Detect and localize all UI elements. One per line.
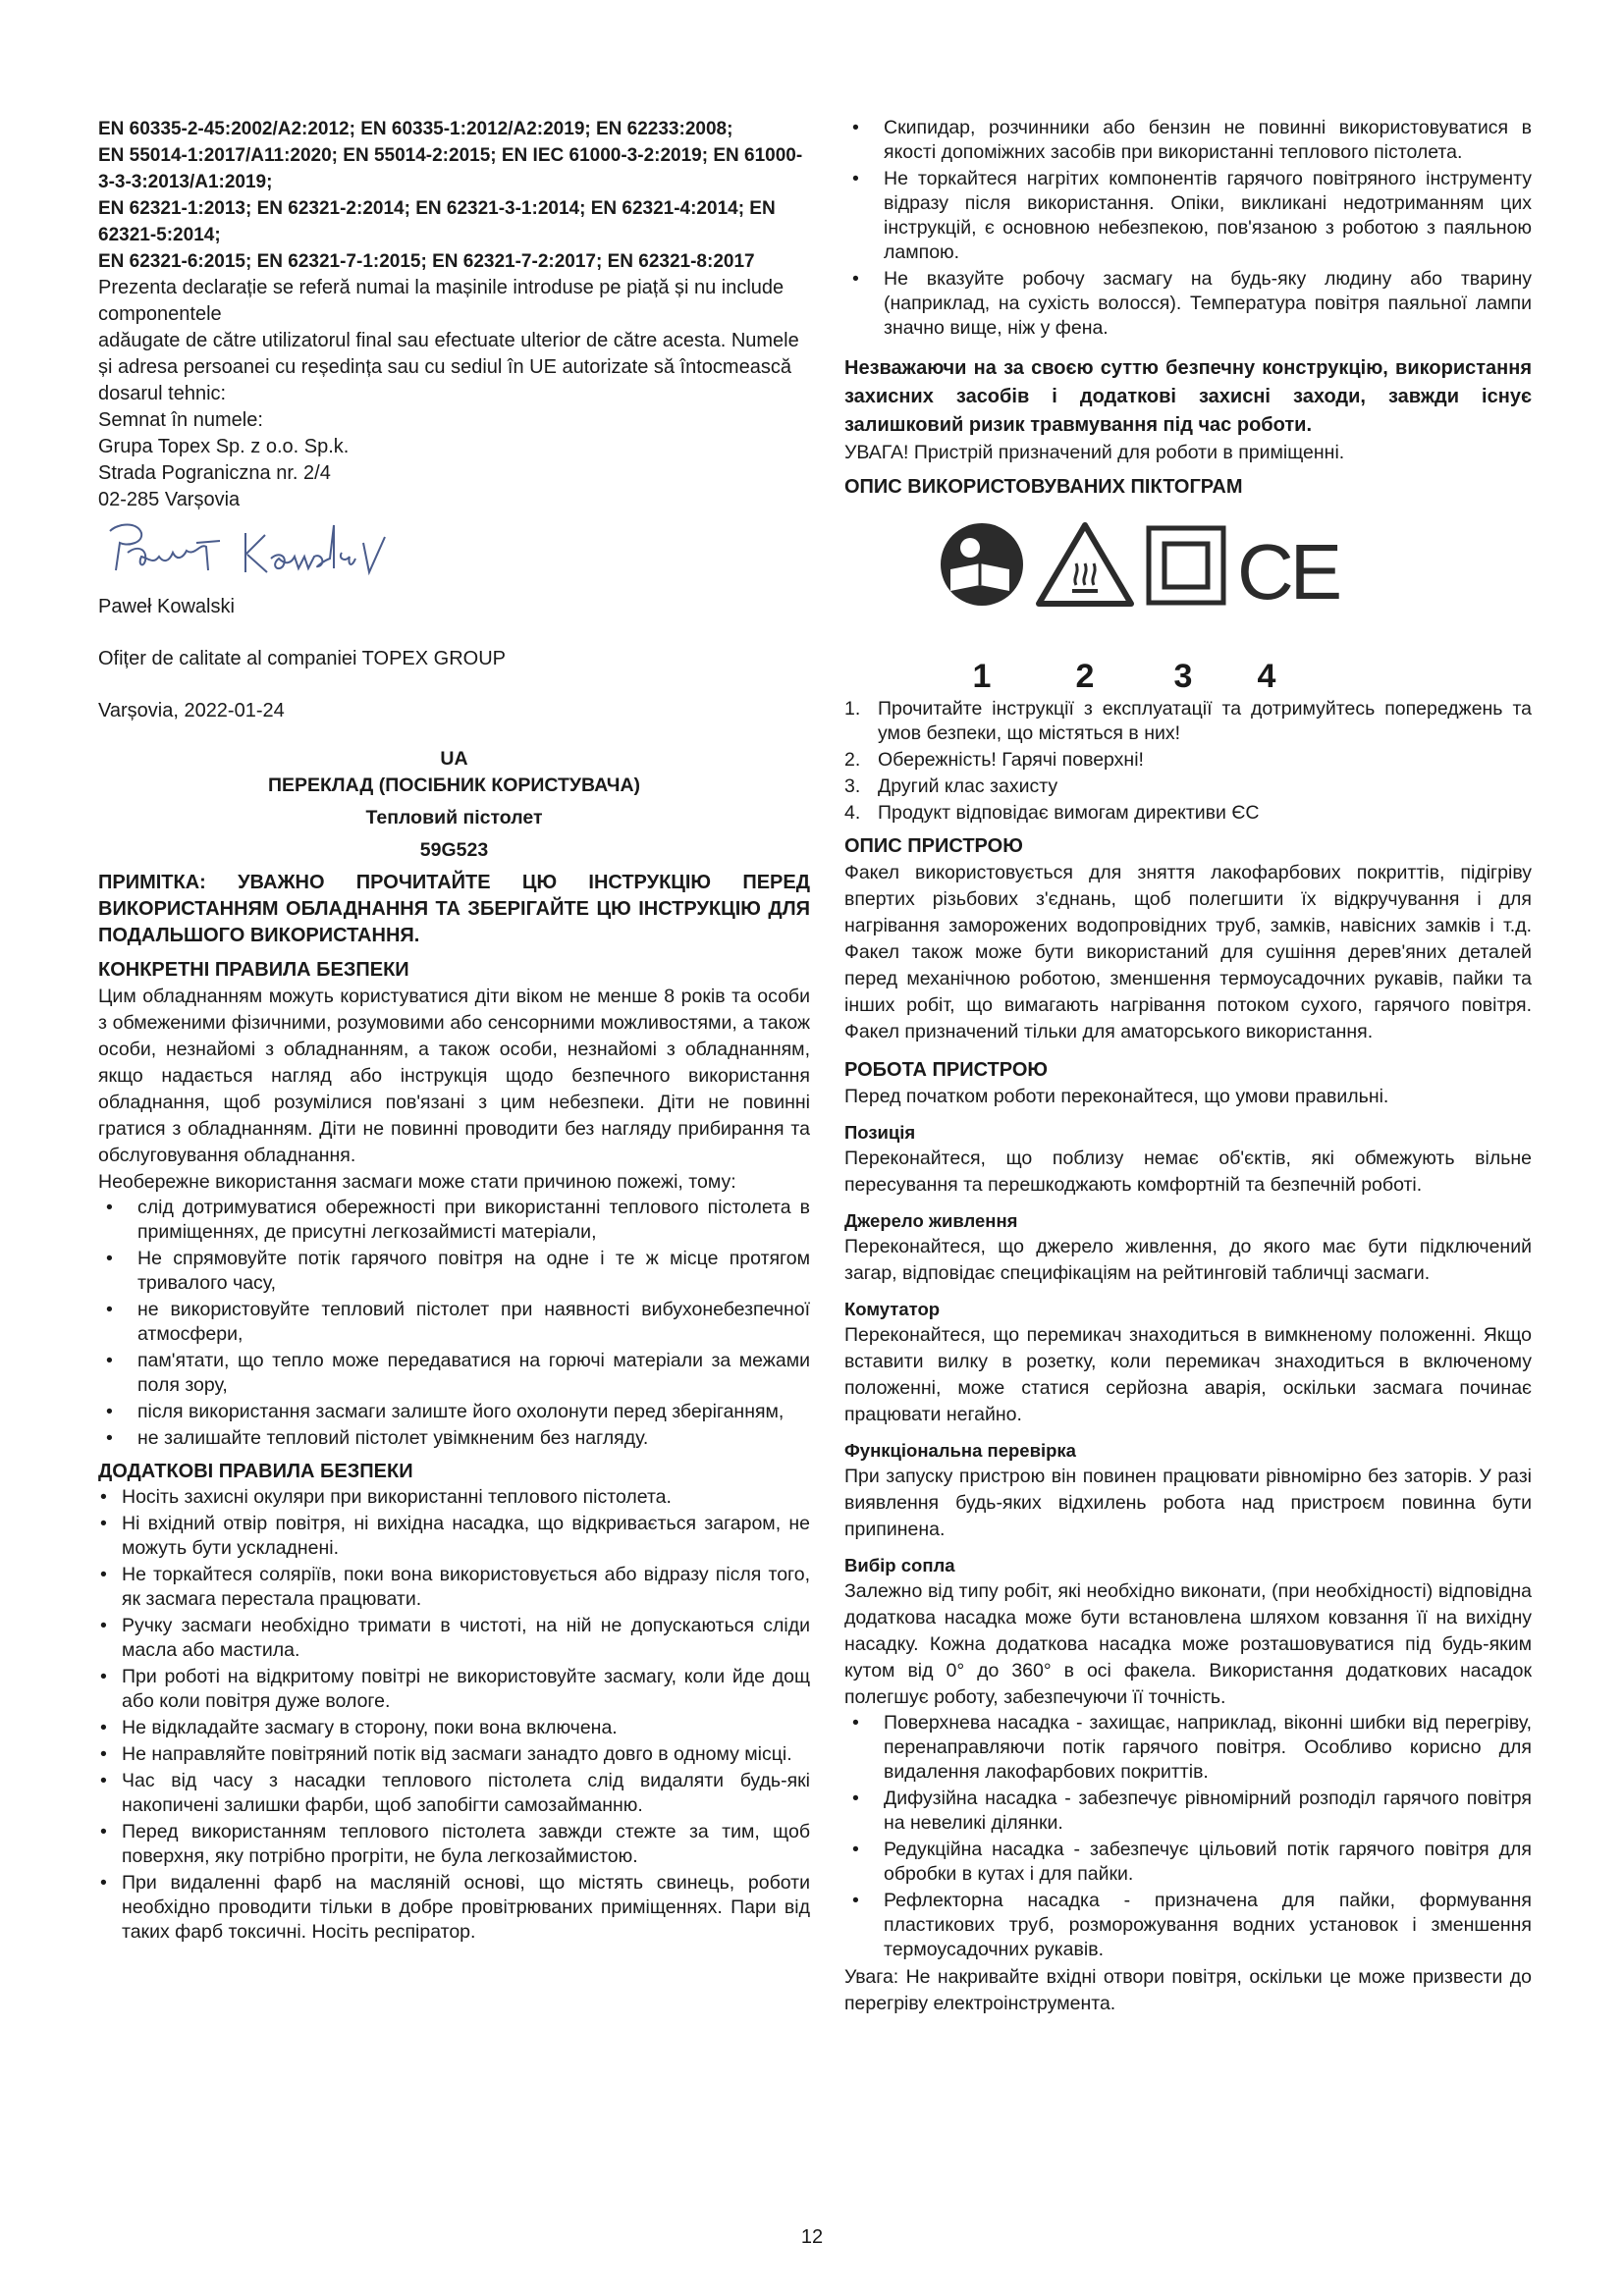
list-item: • Редукційна насадка - забезпечує цільовий потік гарячого повітря для обробки в кутах і для пайки. [852, 1839, 1532, 1885]
safety-paragraph: Цим обладнанням можуть користуватися діти віком не менше 8 років та особи з обмеженими фізичними, розумовими або сенсорними можливостями, а також особи, незнайомі з обладнанням, а також особи, незнайомі з обладнанням, якщо надається нагляд або інструкція щодо безпечного використання обладнання, щоб розумілися пов'язані з цим небезпеки. Діти не повинні гратися з обладнанням. Діти не повинні проводити без нагляду прибирання та обслуговування обладнання. [98, 986, 810, 1166]
bullet-icon: • [106, 1401, 113, 1422]
bullet-icon: • [106, 1350, 113, 1371]
device-heading: ОПИС ПРИСТРОЮ [844, 835, 1023, 857]
bullet-icon: • [852, 168, 859, 189]
list-item: 1. Прочитайте інструкції з експлуатації та дотримуйтесь попереджень та умов безпеки, що містяться в них! [844, 698, 1532, 744]
pictogram-number: 3 [1173, 658, 1193, 695]
standards-line: EN 62321-1:2013; EN 62321-2:2014; EN 62321-3-1:2014; EN 62321-4:2014; EN 62321-5:2014; [98, 198, 776, 245]
bullet-icon: • [100, 1666, 107, 1687]
safety-paragraph: Необережне використання засмаги може стати причиною пожежі, тому: [98, 1171, 736, 1193]
standards-line: EN 62321-6:2015; EN 62321-7-1:2015; EN 62321-7-2:2017; EN 62321-8:2017 [98, 251, 755, 272]
standards-line: EN 60335-2-45:2002/A2:2012; EN 60335-1:2012/A2:2019; EN 62233:2008; [98, 119, 733, 139]
read-manual-icon [941, 523, 1023, 606]
bullet-icon: • [106, 1427, 113, 1449]
bullet-icon: • [852, 117, 859, 138]
extra-safety-list-continued [844, 116, 1532, 341]
company-city: 02-285 Varșovia [98, 489, 241, 510]
operation-text: Перед початком роботи переконайтеся, що умови правильні. [844, 1086, 1389, 1107]
company-name: Grupa Topex Sp. z o.o. Sp.k. [98, 436, 350, 457]
document-title: ПЕРЕКЛАД (ПОСІБНИК КОРИСТУВАЧА) [267, 774, 641, 796]
signed-on-behalf: Semnat în numele: [98, 409, 263, 431]
caution-text: Увага: Не накривайте вхідні отвори повітря, оскільки це може призвести до перегріву електроінструмента. [844, 1966, 1532, 2014]
bullet-icon: • [852, 1839, 859, 1860]
pictogram-number: 1 [972, 658, 992, 695]
declaration-date: Varșovia, 2022-01-24 [98, 700, 285, 721]
function-check-text: При запуску пристрою він повинен працювати рівномірно без заторів. У разі виявлення будь-яких відхилень робота над пристроєм повинна бути припинена. [844, 1466, 1532, 1540]
signer-name: Paweł Kowalski [98, 596, 235, 617]
list-item: • Ручку засмаги необхідно тримати в чистоті, на ній не допускаються сліди масла або мастила. [100, 1615, 810, 1661]
fire-safety-list [98, 1196, 810, 1451]
pictogram-legend [844, 697, 1532, 826]
list-item: • Ні вхідний отвір повітря, ні вихідна насадка, що відкривається загаром, не можуть бути ускладнені. [100, 1513, 810, 1559]
list-item: • не залишайте тепловий пістолет увімкненим без нагляду. [106, 1427, 649, 1449]
list-item: • Перед використанням теплового пістолета завжди стежте за тим, щоб поверхня, яку потрібно прогріти, не була легкозаймистою. [100, 1821, 810, 1867]
pictograms-figure [844, 501, 1532, 697]
standards-line: EN 55014-1:2017/A11:2020; EN 55014-2:2015; EN IEC 61000-3-2:2019; EN 61000-3-3-3:2013/A1:2019; [98, 145, 803, 192]
extra-safety-list [98, 1485, 810, 1945]
list-item: • не використовуйте тепловий пістолет при наявності вибухонебезпечної атмосфери, [106, 1299, 810, 1345]
bullet-icon: • [100, 1615, 107, 1636]
pictogram-number: 2 [1075, 658, 1095, 695]
switch-heading: Комутатор [844, 1299, 941, 1319]
device-description: Факел використовується для зняття лакофарбових покриттів, підігріву впертих різьбових з'єднань, щоб полегшити їх відкручування і для нагрівання заморожених водопровідних труб, замків, навісних замків і т.д. Факел також може бути використаний для сушіння дерев'яних деталей перед механічною роботою, зменшення термоусадочних рукавів, пайки та інших робіт, що вимагають нагрівання потоком сухого, гарячого повітря. Факел призначений тільки для аматорського використання. [844, 862, 1532, 1042]
ce-mark-icon: CE [1237, 528, 1339, 615]
language-code: UA [440, 748, 468, 770]
list-item: • Поверхнева насадка - захищає, наприклад, віконні шибки від перегріву, перенаправляючи потік гарячого повітря. Особливо корисно для видалення лакофарбових покриттів. [852, 1712, 1532, 1783]
operation-heading: РОБОТА ПРИСТРОЮ [844, 1059, 1049, 1081]
bullet-icon: • [100, 1486, 107, 1508]
model-number: 59G523 [419, 839, 489, 861]
left-column [98, 116, 810, 1947]
list-item: • Не торкайтеся соляріїв, поки вона використовується або відразу після того, як засмага перестала працювати. [100, 1564, 810, 1610]
bullet-icon: • [100, 1564, 107, 1585]
bullet-icon: • [106, 1299, 113, 1320]
list-item: • слід дотримуватися обережності при використанні теплового пістолета в приміщеннях, де присутні легкозаймисті матеріали, [106, 1197, 810, 1243]
safety-heading: КОНКРЕТНІ ПРАВИЛА БЕЗПЕКИ [98, 959, 409, 981]
power-heading: Джерело живлення [844, 1210, 1018, 1231]
list-item: • Дифузійна насадка - забезпечує рівномірний розподіл гарячого повітря на невеликі ділянки. [852, 1788, 1532, 1834]
page-number: 12 [800, 2226, 824, 2248]
declaration-text: adăugate de către utilizatorul final sau efectuate ulterior de către acesta. Numele și adresa persoanei cu reședința sau cu sediul în UE autorizate să întocmească dosarul tehnic: [98, 330, 799, 404]
bullet-icon: • [852, 1788, 859, 1809]
bullet-icon: • [100, 1717, 107, 1738]
signature-image [98, 513, 810, 594]
company-street: Strada Pograniczna nr. 2/4 [98, 462, 331, 484]
list-item: • після використання засмаги залиште його охолонути перед зберіганням, [106, 1401, 785, 1422]
class-ii-insulation-icon [1149, 528, 1223, 603]
bullet-icon: • [100, 1743, 107, 1765]
list-item: 4. Продукт відповідає вимогам директиви ЄС [844, 802, 1260, 824]
pictograms-heading: ОПИС ВИКОРИСТОВУВАНИХ ПІКТОГРАМ [844, 476, 1243, 498]
bullet-icon: • [100, 1513, 107, 1534]
hot-surface-icon [1039, 525, 1131, 604]
nozzle-list [844, 1711, 1532, 1962]
pictogram-number: 4 [1257, 658, 1276, 695]
position-heading: Позиція [844, 1122, 916, 1143]
position-text: Переконайтеся, що поблизу немає об'єктів, які обмежують вільне пересування та перешкоджають комфортній та безпечній роботі. [844, 1148, 1532, 1196]
list-item: • Скипидар, розчинники або бензин не повинні використовуватися в якості допоміжних засобів при використанні теплового пістолета. [852, 117, 1532, 163]
attention-note: ПРИМІТКА: УВАЖНО ПРОЧИТАЙТЕ ЦЮ ІНСТРУКЦІЮ ПЕРЕД ВИКОРИСТАННЯМ ОБЛАДНАННЯ ТА ЗБЕРІГАЙТЕ ЦЮ ІНСТРУКЦІЮ ДЛЯ ПОДАЛЬШОГО ВИКОРИСТАННЯ. [98, 872, 810, 946]
bullet-icon: • [852, 1712, 859, 1734]
bullet-icon: • [100, 1872, 107, 1894]
bullet-icon: • [106, 1197, 113, 1218]
list-item: • При роботі на відкритому повітрі не використовуйте засмагу, коли йде дощ або коли повітря дуже вологе. [100, 1666, 810, 1712]
list-item: • пам'ятати, що тепло може передаватися на горючі матеріали за межами поля зору, [106, 1350, 810, 1396]
product-name: Тепловий пістолет [365, 807, 543, 828]
list-item: • Не направляйте повітряний потік від засмаги занадто довго в одному місці. [100, 1743, 792, 1765]
bullet-icon: • [106, 1248, 113, 1269]
bullet-icon: • [100, 1770, 107, 1791]
list-item: 3. Другий клас захисту [844, 775, 1058, 797]
list-item: 2. Обережність! Гарячі поверхні! [844, 749, 1144, 771]
list-item: • Не торкайтеся нагрітих компонентів гарячого повітряного інструменту відразу після використання. Опіки, викликані недотриманням цих інструкцій, є основною небезпекою, пов'язаною з роботою з паяльною лампою. [852, 168, 1532, 263]
indoor-warning: УВАГА! Пристрій призначений для роботи в приміщенні. [844, 442, 1345, 463]
list-item: • Не відкладайте засмагу в сторону, поки вона включена. [100, 1717, 618, 1738]
nozzle-heading: Вибір сопла [844, 1555, 955, 1575]
list-item: • Носіть захисні окуляри при використанні теплового пістолета. [100, 1486, 672, 1508]
list-item: • Час від часу з насадки теплового пістолета слід видаляти будь-які накопичені залишки фарби, щоб запобігти самозайманню. [100, 1770, 810, 1816]
bullet-icon: • [852, 1890, 859, 1911]
right-column [844, 116, 1532, 2017]
nozzle-text: Залежно від типу робіт, які необхідно виконати, (при необхідності) відповідна додаткова насадка може бути встановлена шляхом ковзання її на вихідну насадку. Кожна додаткова насадка може розташовуватися під будь-яким кутом від 0° до 360° в осі факела. Використання додаткових насадок полегшує роботу, забезпечуючи її точність. [844, 1580, 1532, 1708]
residual-risk-text: Незважаючи на за своєю суттю безпечну конструкцію, використання захисних засобів і додаткові захисні заходи, завжди існує залишковий ризик травмування під час роботи. [844, 357, 1532, 436]
switch-text: Переконайтеся, що перемикач знаходиться в вимкненому положенні. Якщо вставити вилку в розетку, коли перемикач знаходиться в включеному положенні, може статися серйозна аварія, оскільки засмага починає працювати негайно. [844, 1324, 1532, 1425]
power-text: Переконайтеся, що джерело живлення, до якого має бути підключений загар, відповідає специфікаціям на рейтинговій табличці засмаги. [844, 1236, 1532, 1284]
bullet-icon: • [100, 1821, 107, 1842]
extra-safety-heading: ДОДАТКОВІ ПРАВИЛА БЕЗПЕКИ [98, 1461, 413, 1482]
list-item: • При видаленні фарб на масляній основі, що містять свинець, роботи необхідно проводити тільки в добре провітрюваних приміщеннях. Пари від таких фарб токсичні. Носіть респіратор. [100, 1872, 810, 1943]
declaration-text: Prezenta declarație se referă numai la mașinile introduse pe piață și nu include componentele [98, 277, 785, 325]
list-item: • Рефлекторна насадка - призначена для пайки, формування пластикових труб, розморожування водних установок і зменшення термоусадочних рукавів. [852, 1890, 1532, 1960]
function-check-heading: Функціональна перевірка [844, 1440, 1076, 1461]
list-item: • Не вказуйте робочу засмагу на будь-яку людину або тварину (наприклад, на сухість волосся). Температура повітря паяльної лампи значно вище, ніж у фена. [852, 268, 1532, 339]
list-item: • Не спрямовуйте потік гарячого повітря на одне і те ж місце протягом тривалого часу, [106, 1248, 810, 1294]
signer-role: Ofițer de calitate al companiei TOPEX GROUP [98, 648, 506, 669]
bullet-icon: • [852, 268, 859, 290]
